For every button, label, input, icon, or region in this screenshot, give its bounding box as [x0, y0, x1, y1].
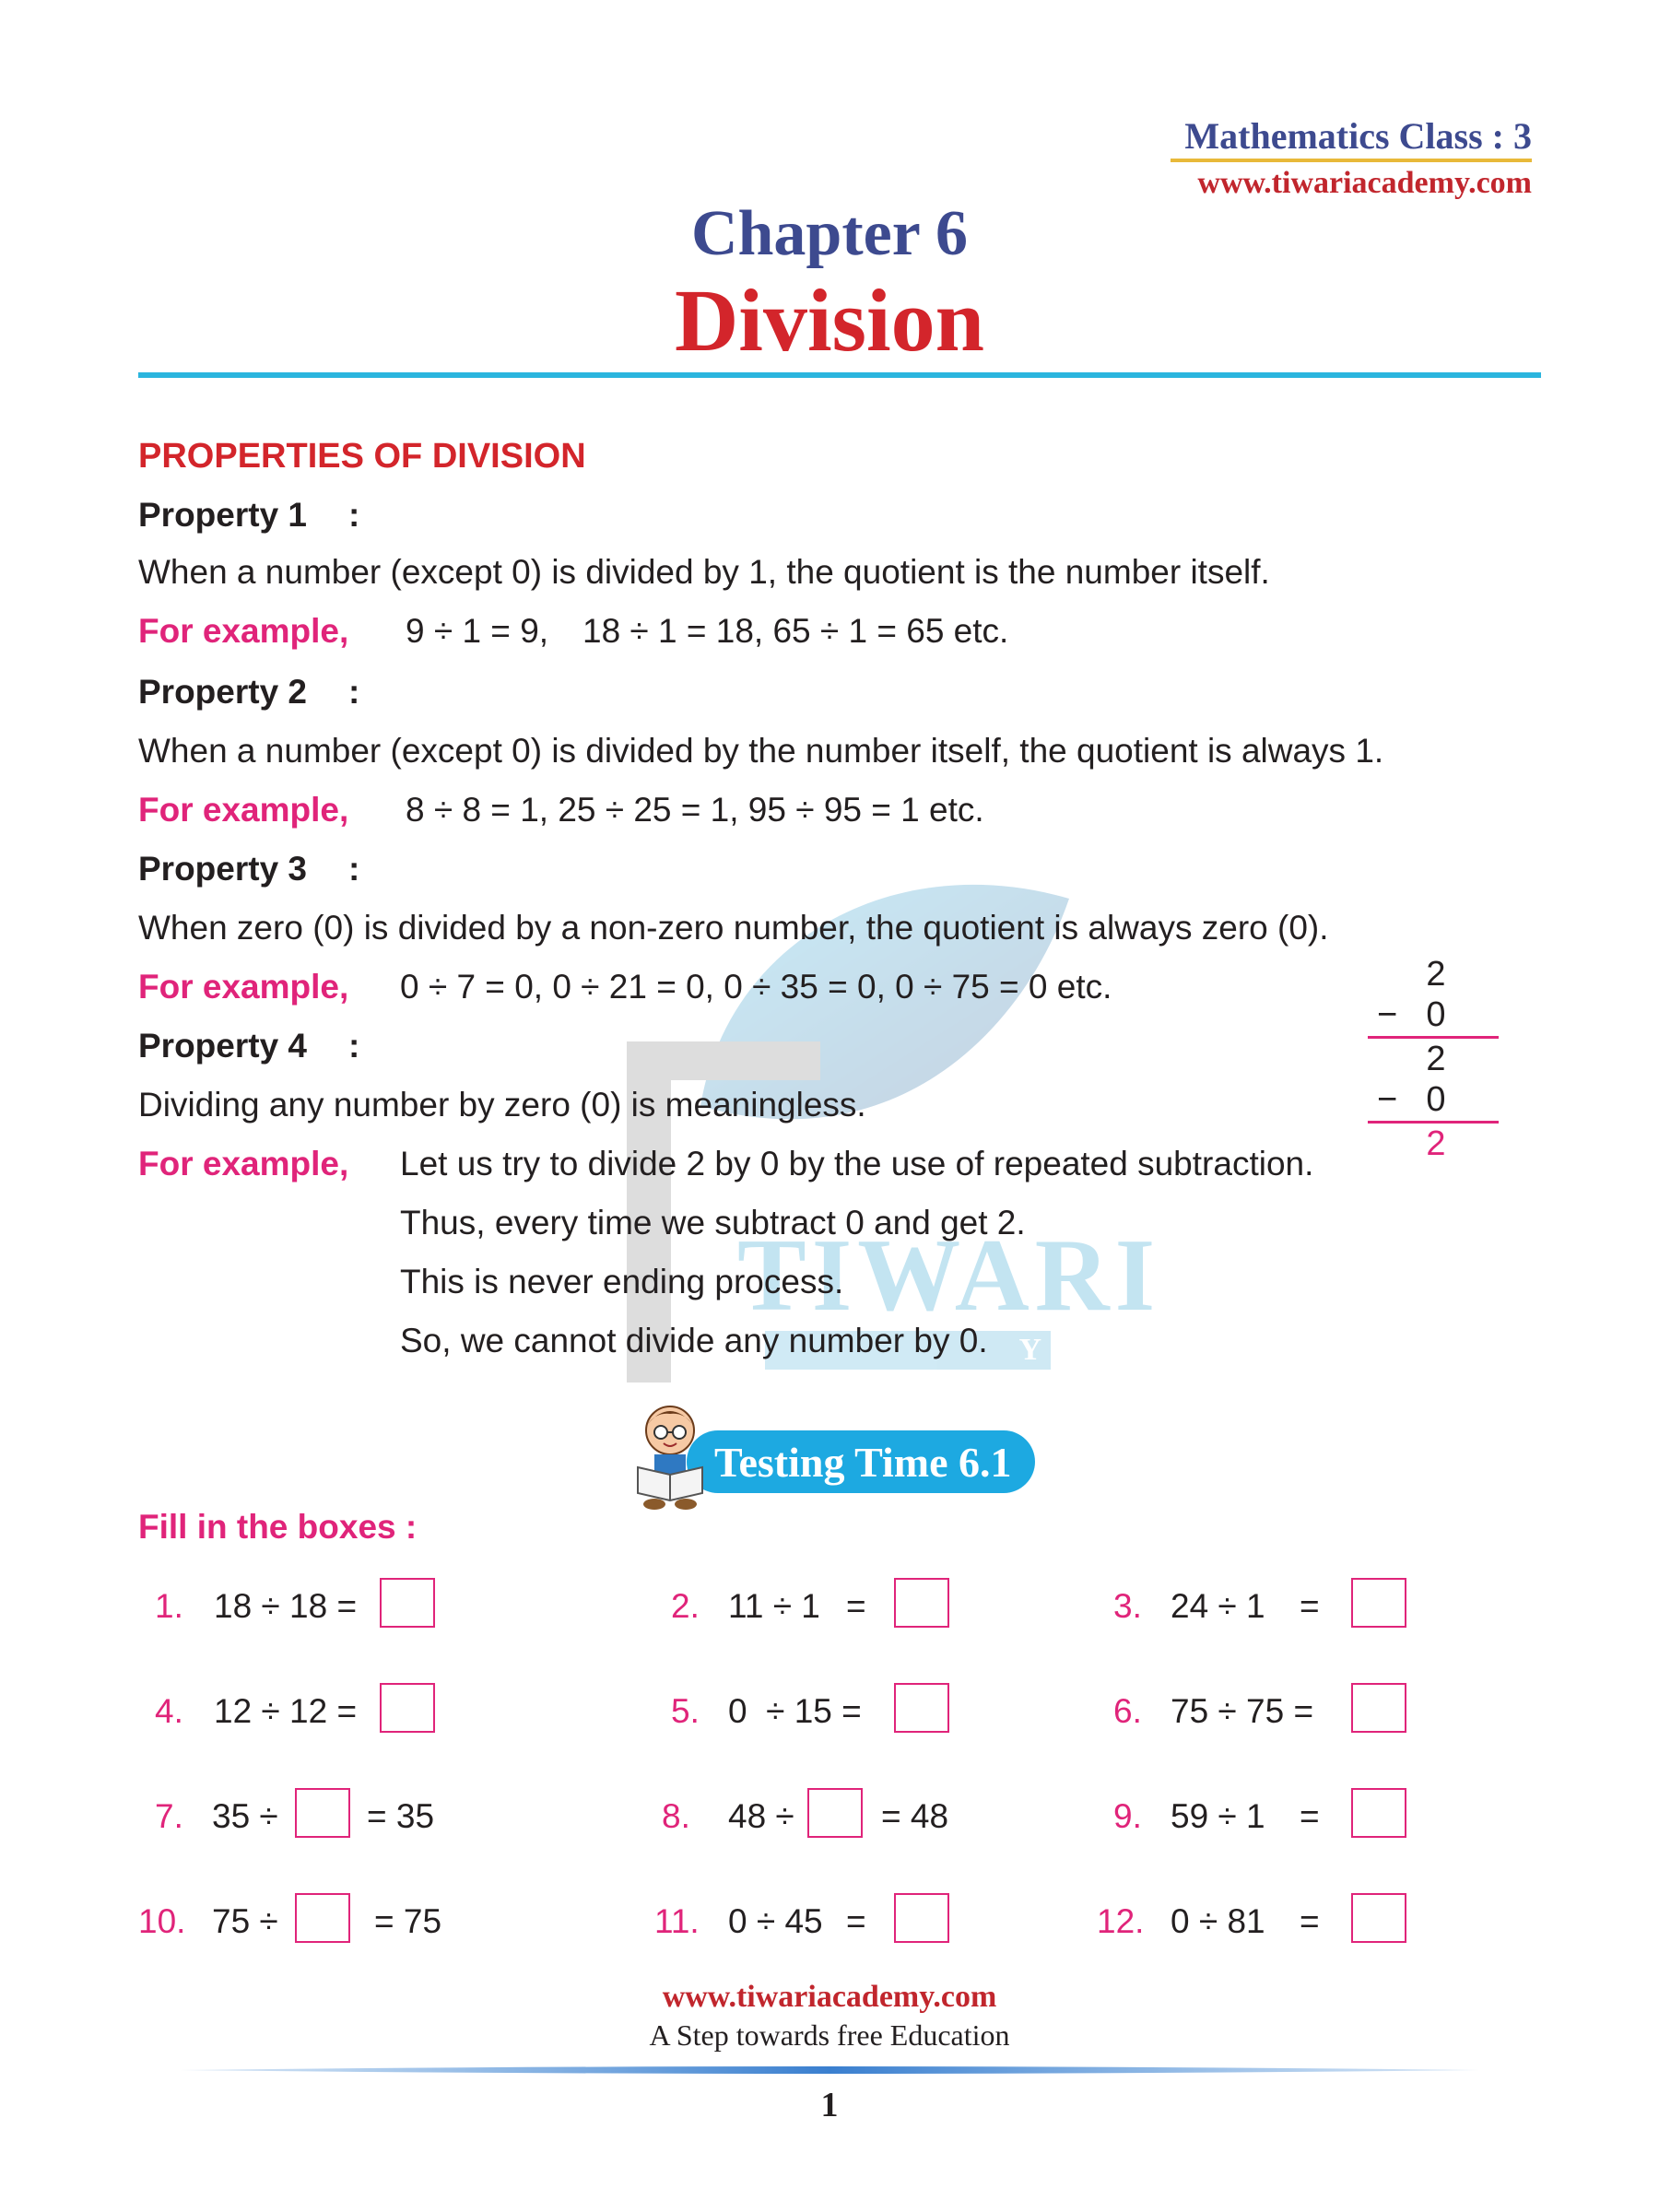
property-colon: : [348, 850, 360, 888]
subtraction-final-result: 2 [1426, 1124, 1446, 1163]
property-2-label [138, 673, 360, 712]
property-1-example-b: 18 ÷ 1 = 18, 65 ÷ 1 = 65 etc. [582, 612, 1009, 650]
answer-box[interactable] [380, 1578, 435, 1628]
footer-divider [180, 2065, 1479, 2076]
header-subject: Mathematics Class : 3 [1184, 115, 1532, 157]
footer-website[interactable]: www.tiwariacademy.com [662, 1980, 997, 2014]
property-1-example-a: 9 ÷ 1 = 9, [406, 612, 549, 650]
header-website[interactable]: www.tiwariacademy.com [1197, 166, 1532, 200]
question-text: 75 ÷ 75 = [1171, 1692, 1314, 1730]
question-text: 35 ÷ [212, 1797, 278, 1835]
subtraction-result: 2 [1426, 1040, 1446, 1078]
property-4-label [138, 1027, 360, 1065]
subtraction-minus-sign: − [1377, 1080, 1398, 1119]
property-3-statement: When zero (0) is divided by a non-zero number, the quotient is always zero (0). [138, 909, 1329, 947]
question-equals: = [846, 1587, 866, 1625]
question-number: 12. [1097, 1902, 1145, 1940]
question-number: 1. [155, 1587, 183, 1625]
question-text: 0 ÷ 45 [728, 1902, 823, 1940]
property-4-example-line: So, we cannot divide any number by 0. [400, 1322, 988, 1359]
testing-time-title: Testing Time 6.1 [714, 1439, 1012, 1486]
question-number: 3. [1113, 1587, 1142, 1625]
answer-box[interactable] [1351, 1683, 1406, 1733]
question-text: 12 ÷ 12 = [214, 1692, 358, 1730]
property-label-text: Property 1 [138, 496, 308, 534]
page-number: 1 [820, 2086, 839, 2124]
question-number: 7. [155, 1797, 183, 1835]
question-text: 48 ÷ [728, 1797, 794, 1835]
question-equals: = [1300, 1587, 1320, 1625]
reading-boy-icon [632, 1403, 708, 1512]
question-equals: = [1300, 1902, 1320, 1940]
property-colon: : [348, 496, 360, 534]
question-number: 5. [671, 1692, 700, 1730]
question-result: = 48 [881, 1797, 949, 1835]
answer-box[interactable] [1351, 1788, 1406, 1838]
question-result: = 75 [374, 1902, 442, 1940]
answer-box[interactable] [1351, 1578, 1406, 1628]
answer-box[interactable] [1351, 1893, 1406, 1943]
property-3-example: 0 ÷ 7 = 0, 0 ÷ 21 = 0, 0 ÷ 35 = 0, 0 ÷ 75 = 0 etc. [400, 968, 1112, 1006]
answer-box[interactable] [894, 1893, 949, 1943]
watermark-band-text: Y [1018, 1333, 1041, 1367]
subtraction-subtrahend: 0 [1426, 995, 1446, 1034]
property-4-example-line: Let us try to divide 2 by 0 by the use of repeated subtraction. [400, 1145, 1314, 1182]
question-number: 8. [662, 1797, 690, 1835]
question-text: 18 ÷ 18 = [214, 1587, 358, 1625]
answer-box[interactable] [295, 1893, 350, 1943]
question-number: 10. [138, 1902, 186, 1940]
property-1-example-label: For example, [138, 612, 349, 650]
property-3-label [138, 850, 360, 888]
answer-box[interactable] [807, 1788, 863, 1838]
property-colon: : [348, 1027, 360, 1065]
property-4-example-line: This is never ending process. [400, 1263, 844, 1300]
title-divider [138, 372, 1541, 378]
question-number: 4. [155, 1692, 183, 1730]
property-2-example: 8 ÷ 8 = 1, 25 ÷ 25 = 1, 95 ÷ 95 = 1 etc. [406, 791, 984, 829]
question-number: 11. [654, 1902, 700, 1940]
property-label-text: Property 3 [138, 850, 308, 888]
property-label-text: Property 2 [138, 673, 308, 711]
answer-box[interactable] [894, 1683, 949, 1733]
question-text: 0 ÷ 81 [1171, 1902, 1265, 1940]
question-text: 24 ÷ 1 [1171, 1587, 1265, 1625]
watermark-text: TIWARI [737, 1218, 1161, 1333]
property-1-label [138, 496, 360, 535]
question-number: 6. [1113, 1692, 1142, 1730]
chapter-label: Chapter 6 [690, 198, 969, 269]
section-heading: PROPERTIES OF DIVISION [138, 437, 586, 476]
subtraction-rule [1368, 1121, 1499, 1124]
property-4-statement: Dividing any number by zero (0) is meaningless. [138, 1086, 866, 1124]
property-4-example-line: Thus, every time we subtract 0 and get 2. [400, 1204, 1026, 1241]
question-text: 59 ÷ 1 [1171, 1797, 1265, 1835]
question-text: 0 ÷ 15 = [728, 1692, 862, 1730]
question-result: = 35 [367, 1797, 435, 1835]
answer-box[interactable] [894, 1578, 949, 1628]
answer-box[interactable] [380, 1683, 435, 1733]
property-4-example-label: For example, [138, 1145, 349, 1182]
question-text: 75 ÷ [212, 1902, 278, 1940]
question-text: 11 ÷ 1 [728, 1587, 820, 1625]
property-2-statement: When a number (except 0) is divided by the number itself, the quotient is always 1. [138, 732, 1384, 770]
property-colon: : [348, 673, 360, 711]
subtraction-minus-sign: − [1377, 995, 1398, 1034]
header-gold-rule [1171, 159, 1532, 162]
question-number: 2. [671, 1587, 700, 1625]
subtraction-rule [1368, 1036, 1499, 1039]
property-2-example-label: For example, [138, 791, 349, 829]
property-3-example-label: For example, [138, 968, 349, 1006]
question-number: 9. [1113, 1797, 1142, 1835]
question-equals: = [1300, 1797, 1320, 1835]
question-equals: = [846, 1902, 866, 1940]
subtraction-subtrahend: 0 [1426, 1080, 1446, 1119]
answer-box[interactable] [295, 1788, 350, 1838]
exercise-instruction: Fill in the boxes : [138, 1508, 418, 1546]
footer-tagline: A Step towards free Education [649, 2018, 1010, 2052]
subtraction-start: 2 [1426, 955, 1446, 994]
property-1-statement: When a number (except 0) is divided by 1, the quotient is the number itself. [138, 553, 1270, 591]
property-label-text: Property 4 [138, 1027, 308, 1065]
chapter-title: Division [674, 271, 985, 370]
